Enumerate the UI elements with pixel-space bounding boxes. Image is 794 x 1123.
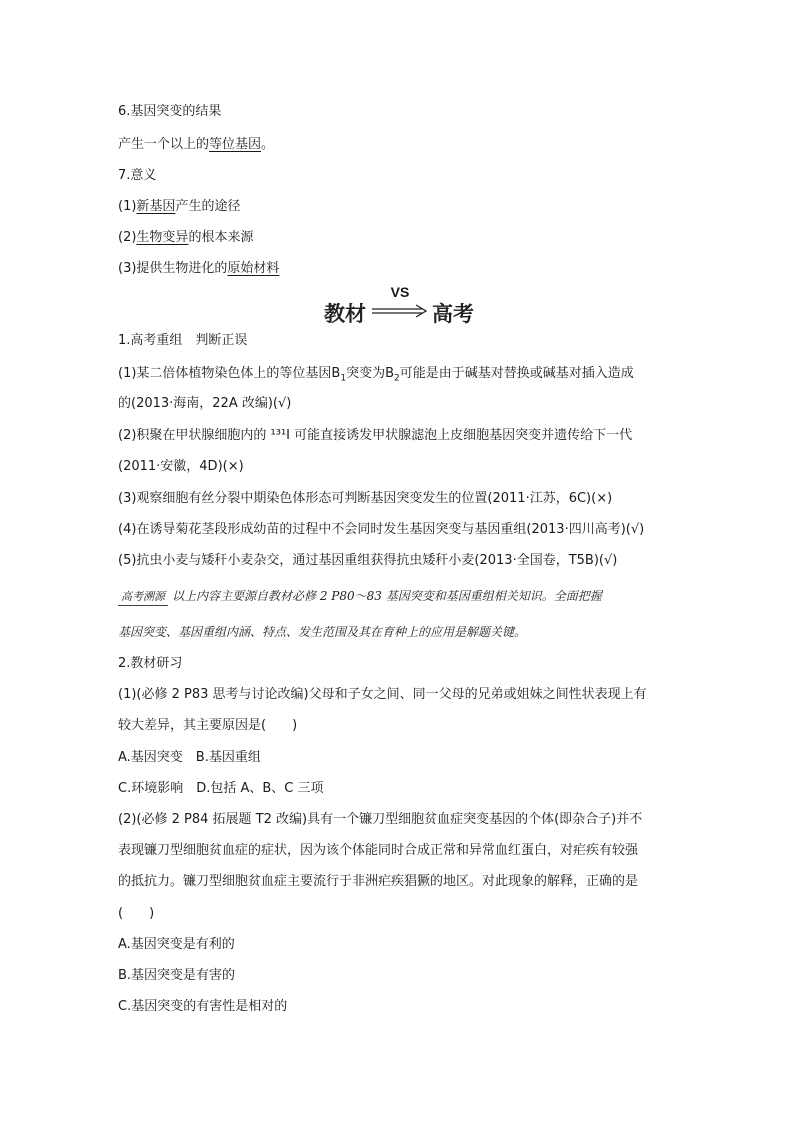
banner-exam-label: 高考 <box>432 302 474 326</box>
part-2-question-1-options-ab: A.基因突变 B.基因重组 <box>118 750 261 765</box>
source-note-text-1: 以上内容主要源自教材必修 2 P80～83 基因突变和基因重组相关知识。全面把握 <box>172 589 602 603</box>
part-1-question-2-line-2: (2011·安徽，4D)(×) <box>118 459 244 474</box>
double-arrow-icon <box>372 304 428 318</box>
part-2-question-2-line-1: (2)(必修 2 P84 拓展题 T2 改编)具有一个镰刀型细胞贫血症突变基因的个体(即杂合子)并不 <box>118 812 643 827</box>
part-2-question-2-line-3: 的抵抗力。镰刀型细胞贫血症主要流行于非洲疟疾猖獗的地区。对此现象的解释，正确的是 <box>118 874 639 889</box>
source-note-label: 高考溯源 <box>118 589 168 606</box>
section-7-item-2-pre: (2) <box>118 230 137 245</box>
part-1-question-2-line-1: (2)积聚在甲状腺细胞内的 ¹³¹I 可能直接诱发甲状腺滤泡上皮细胞基因突变并遗传给下一代 <box>118 428 633 443</box>
section-6-body <box>118 137 274 153</box>
q1-text-c: 可能是由于碱基对替换或碱基对插入造成 <box>399 366 634 381</box>
part-2-question-2-line-4 <box>118 906 154 922</box>
q1-text-b: 突变为B <box>346 366 394 381</box>
part-2-q2-open-paren: ( <box>118 906 124 921</box>
part-2-question-2-option-b: B.基因突变是有害的 <box>118 968 236 983</box>
section-7-item-2-post: 的根本来源 <box>188 230 254 245</box>
section-7-item-3-underlined: 原始材料 <box>227 261 280 276</box>
textbook-vs-exam-banner <box>324 284 474 326</box>
part-2-question-2-option-a: A.基因突变是有利的 <box>118 937 235 952</box>
part-1-question-1-line-1 <box>118 366 634 387</box>
section-7-item-1-pre: (1) <box>118 199 137 214</box>
q1-subscript-1: 1 <box>340 373 347 384</box>
part-1-question-4: (4)在诱导菊花茎段形成幼苗的过程中不会同时发生基因突变与基因重组(2013·四川高考)(√) <box>118 522 645 537</box>
section-7-item-3-pre: (3)提供生物进化的 <box>118 261 228 276</box>
section-7-item-3 <box>118 261 279 277</box>
section-7-item-1-underlined: 新基因 <box>136 199 176 214</box>
part-1-question-3: (3)观察细胞有丝分裂中期染色体形态可判断基因突变发生的位置(2011·江苏，6C)(×) <box>118 491 613 506</box>
part-2-q1-line-2-text: 较大差异，其主要原因是( <box>118 718 267 733</box>
part-2-question-1-line-1: (1)(必修 2 P83 思考与讨论改编)父母和子女之间、同一父母的兄弟或姐妹之间性状表现上有 <box>118 687 647 702</box>
q1-subscript-2: 2 <box>394 373 400 384</box>
section-6-body-underlined: 等位基因 <box>209 137 262 152</box>
part-2-q2-close-paren: ) <box>149 906 155 921</box>
part-2-question-1-line-2 <box>118 718 297 734</box>
part-2-question-2-line-2: 表现镰刀型细胞贫血症的症状，因为该个体能同时合成正常和异常血红蛋白，对疟疾有较强 <box>118 843 639 858</box>
q1-text-a: (1)某二倍体植物染色体上的等位基因B <box>118 366 341 381</box>
part-2-q1-line-2-close: ) <box>292 718 298 733</box>
section-7-item-1 <box>118 199 240 215</box>
part-1-question-5: (5)抗虫小麦与矮秆小麦杂交，通过基因重组获得抗虫矮秆小麦(2013·全国卷，T5B)(√) <box>118 553 618 568</box>
part-1-heading: 1.高考重组 判断正误 <box>118 333 248 348</box>
source-note-line-2: 基因突变、基因重组内涵、特点、发生范围及其在育种上的应用是解题关键。 <box>118 625 527 639</box>
part-1-question-1-line-2: 的(2013·海南，22A 改编)(√) <box>118 396 292 411</box>
part-2-heading: 2.教材研习 <box>118 656 183 671</box>
part-2-question-2-option-c: C.基因突变的有害性是相对的 <box>118 999 288 1014</box>
section-6-body-post: 。 <box>261 137 275 152</box>
section-7-item-2-underlined: 生物变异 <box>136 230 189 245</box>
section-7-item-1-post: 产生的途径 <box>175 199 241 214</box>
banner-vs-label: VS <box>390 284 410 300</box>
section-7-item-2 <box>118 230 253 246</box>
part-2-question-1-options-cd: C.环境影响 D.包括 A、B、C 三项 <box>118 781 324 796</box>
banner-textbook-label: 教材 <box>324 302 366 326</box>
section-7-heading: 7.意义 <box>118 168 157 183</box>
section-6-body-pre: 产生一个以上的 <box>118 137 210 152</box>
source-note-line-1 <box>118 588 602 606</box>
section-6-heading: 6.基因突变的结果 <box>118 104 222 119</box>
